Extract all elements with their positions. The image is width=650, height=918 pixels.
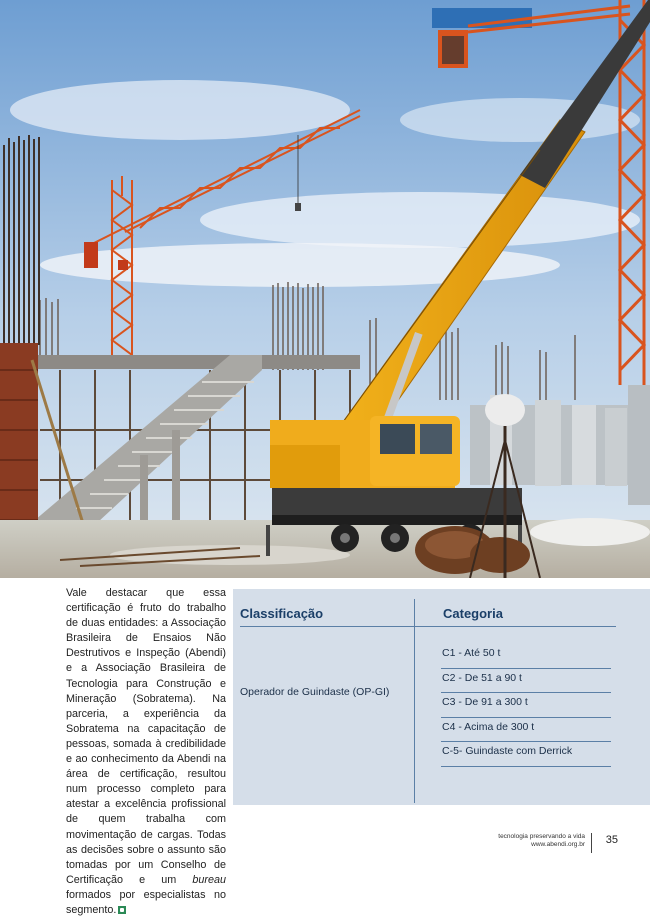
category-item: C4 - Acima de 300 t (441, 718, 611, 743)
article-text-before: Vale destacar que essa certificação é fruto do trabalho de duas entidades: a Associação Brasileira de Ensaios Não Destrutivos e Inspeção (Abendi) e a Associação Brasileira de Tecnologia para Construção e Mineração (Sobratema). Na parceria, a experiência da Sobratema na capacitação de pessoas, somada à credibilidade e ao conhecimento da Abendi na área de certificação, resultou num processo completo para atestar a excelência profissional de quem trabalha com movimentação de cargas. Todas as decisões sobre o assunto são tomadas por um Conselho de Certificação e um (66, 587, 226, 886)
article-text-italic: bureau (192, 873, 226, 886)
header-rule (240, 626, 616, 627)
footer-tagline: tecnologia preservando a vida (498, 833, 585, 840)
certification-table (233, 589, 650, 805)
category-item: C-5- Guindaste com Derrick (441, 742, 611, 767)
header-classification: Classificação (240, 606, 324, 621)
end-of-article-icon (118, 906, 126, 914)
footer-text (498, 833, 585, 849)
classification-value: Operador de Guindaste (OP-GI) (240, 686, 390, 698)
footer-url: www.abendi.org.br (531, 841, 585, 848)
article-body (66, 586, 226, 918)
column-divider (414, 599, 415, 803)
category-item: C3 - De 91 a 300 t (441, 693, 611, 718)
page-footer (440, 833, 640, 855)
article-text-after: formados por especialistas no segmento. (66, 888, 226, 916)
category-item: C2 - De 51 a 90 t (441, 669, 611, 694)
category-list (441, 644, 611, 767)
header-category: Categoria (443, 606, 503, 621)
footer-separator (591, 833, 592, 853)
category-item: C1 - Até 50 t (441, 644, 611, 669)
page-number: 35 (605, 834, 618, 846)
